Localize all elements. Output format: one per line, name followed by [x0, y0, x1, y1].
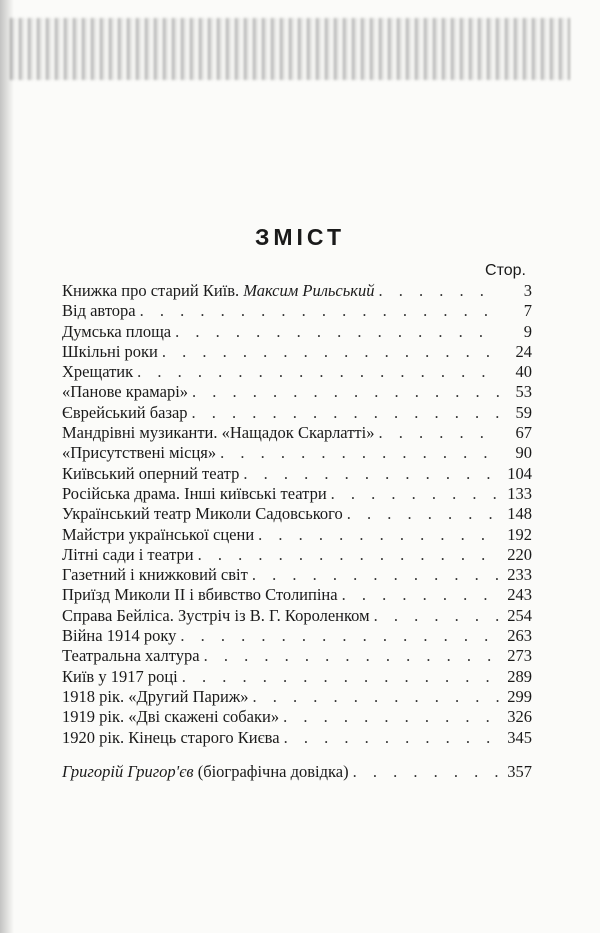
entry-title: Український театр Миколи Садовського [62, 504, 343, 524]
entry-page: 289 [507, 666, 532, 686]
leader-dots [243, 464, 500, 484]
leader-dots [180, 626, 500, 646]
leader-dots [374, 606, 500, 626]
toc-entry [62, 687, 532, 707]
entry-title: Думська площа [62, 321, 172, 341]
entry-page: 59 [515, 402, 532, 422]
entry-page: 345 [507, 727, 532, 747]
leader-dots [378, 281, 500, 301]
leader-dots [347, 504, 500, 524]
toc-entry [62, 667, 532, 687]
entry-title: Майстри української сцени [62, 524, 255, 544]
entry-page: 326 [507, 707, 532, 727]
entry-title: Літні сади і театри [62, 544, 194, 564]
entry-page: 9 [523, 321, 532, 341]
entry-page: 263 [507, 626, 532, 646]
entry-title: Війна 1914 року [62, 626, 177, 646]
entry-page: 299 [507, 686, 532, 706]
leader-dots [140, 301, 500, 321]
toc-entry [62, 484, 532, 504]
entry-title: Справа Бейліса. Зустріч із В. Г. Короленком [62, 605, 370, 625]
toc-entry [62, 464, 532, 484]
toc-entry [62, 423, 532, 443]
toc-entry [62, 342, 532, 362]
leader-dots [182, 667, 500, 687]
entry-title: Газетний і книжковий світ [62, 565, 248, 585]
toc-entry [62, 301, 532, 321]
entry-title: Книжка про старий Київ. [62, 281, 244, 300]
entry-page: 243 [507, 585, 532, 605]
entry-page: 357 [507, 761, 532, 781]
leader-dots [162, 342, 500, 362]
leader-dots [342, 585, 500, 605]
leader-dots [192, 403, 500, 423]
entry-title: 1919 рік. «Дві скажені собаки» [62, 707, 280, 727]
entry-page: 233 [507, 565, 532, 585]
page-column-label: Стор. [485, 262, 526, 279]
leader-dots [378, 423, 500, 443]
leader-dots [284, 728, 500, 748]
entry-page: 53 [515, 382, 532, 402]
leader-dots [331, 484, 500, 504]
entry-title: Театральна халтура [62, 646, 200, 666]
entry-page: 254 [507, 605, 532, 625]
entry-author: Григорій Григор'єв [62, 761, 194, 781]
entry-page: 67 [515, 423, 532, 443]
entry-title: «Панове крамарі» [62, 382, 189, 402]
entry-title: Шкільні роки [62, 341, 158, 361]
toc-entry [62, 322, 532, 342]
entry-title: Київський оперний театр [62, 463, 240, 483]
entry-title: 1920 рік. Кінець старого Києва [62, 727, 280, 747]
toc-entry [62, 281, 532, 301]
leader-dots [353, 762, 500, 782]
toc-entry-biography [62, 762, 532, 782]
toc-entry [62, 443, 532, 463]
toc-entry [62, 525, 532, 545]
entry-title: «Присутствені місця» [62, 443, 217, 463]
entry-page: 148 [507, 504, 532, 524]
toc-entry [62, 646, 532, 666]
leader-dots [198, 545, 500, 565]
leader-dots [204, 646, 500, 666]
entry-title: Хрещатик [62, 362, 134, 382]
toc-entry [62, 403, 532, 423]
table-of-contents [62, 281, 532, 782]
entry-page: 220 [507, 544, 532, 564]
leader-dots [252, 565, 500, 585]
leader-dots [192, 382, 500, 402]
entry-page: 40 [515, 362, 532, 382]
toc-entry [62, 585, 532, 605]
entry-title: Російська драма. Інші київські театри [62, 483, 327, 503]
toc-entry [62, 626, 532, 646]
entry-page: 192 [507, 524, 532, 544]
scan-shadow-left [0, 0, 14, 933]
entry-page: 273 [507, 646, 532, 666]
leader-dots [258, 525, 500, 545]
entry-title: (біографічна довідка) [193, 761, 349, 781]
toc-heading: ЗМІСТ [254, 224, 346, 250]
entry-page: 24 [515, 341, 532, 361]
entry-title: 1918 рік. «Другий Париж» [62, 686, 249, 706]
leader-dots [137, 362, 500, 382]
entry-title: Приїзд Миколи II і вбивство Столипіна [62, 585, 338, 605]
toc-entry [62, 545, 532, 565]
entry-page: 133 [507, 483, 532, 503]
toc-entry [62, 382, 532, 402]
toc-entry [62, 707, 532, 727]
leader-dots [253, 687, 500, 707]
leader-dots [283, 707, 500, 727]
entry-page: 104 [507, 463, 532, 483]
entry-title: Єврейський базар [62, 402, 188, 422]
entry-page: 90 [515, 443, 532, 463]
leader-dots [175, 322, 500, 342]
toc-entry [62, 565, 532, 585]
entry-title: Мандрівні музиканти. «Нащадок Скарлатті» [62, 423, 375, 443]
entry-title: Від автора [62, 301, 136, 321]
entry-author: Максим Рильський [243, 281, 375, 300]
toc-entry [62, 606, 532, 626]
scan-smudge-top [10, 18, 570, 80]
leader-dots [220, 443, 500, 463]
toc-entry [62, 362, 532, 382]
toc-entry [62, 504, 532, 524]
entry-page: 7 [523, 301, 532, 321]
entry-title: Київ у 1917 році [62, 666, 178, 686]
spacer [62, 748, 532, 762]
entry-page: 3 [523, 281, 532, 300]
toc-entry [62, 728, 532, 748]
